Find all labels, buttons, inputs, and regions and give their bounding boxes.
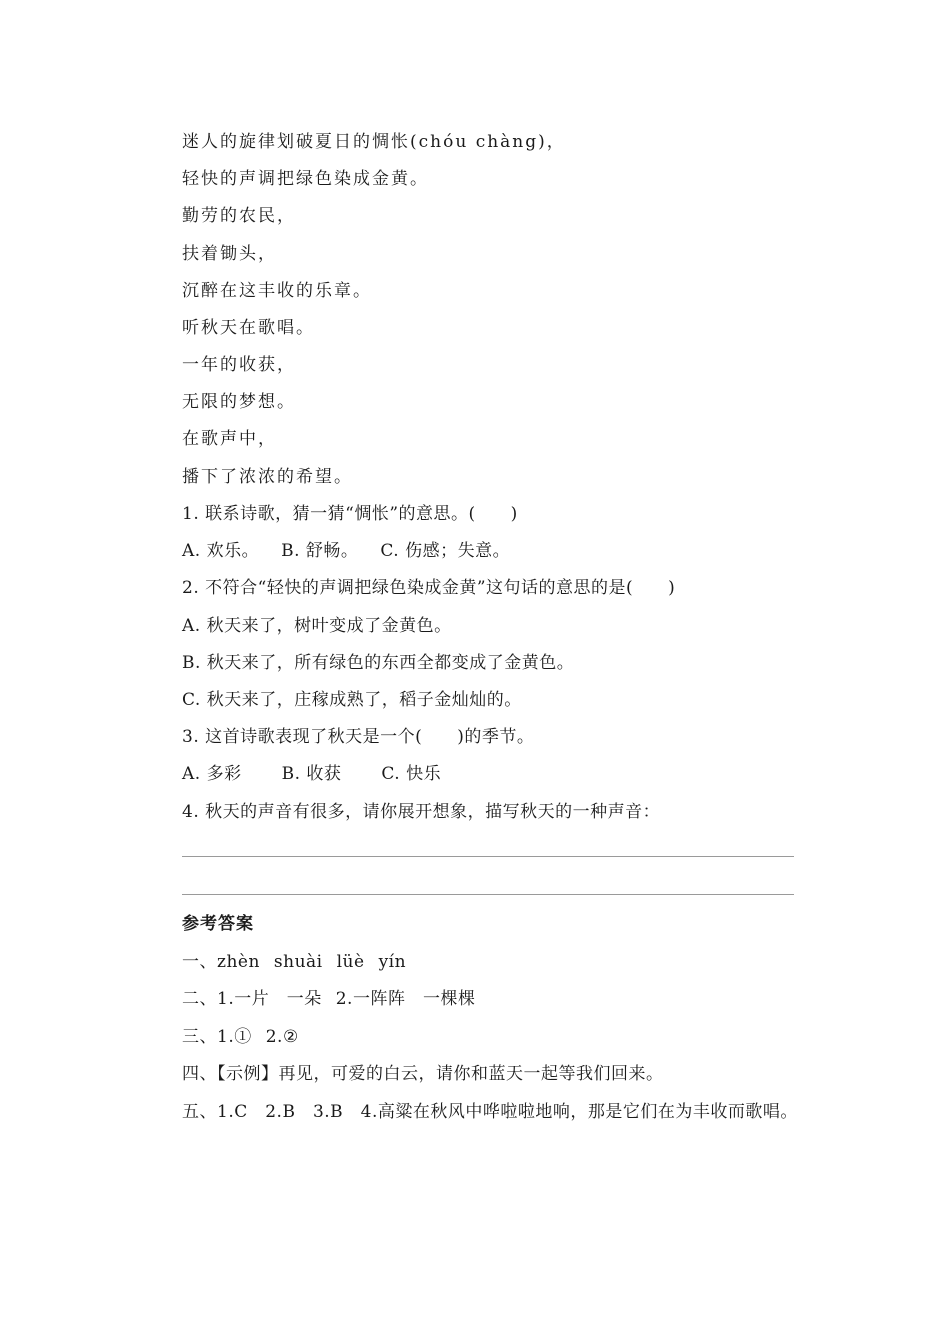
answer-line-2	[182, 894, 794, 895]
question-1-option-a: A. 欢乐。	[182, 541, 260, 561]
poem-line-3: 勤劳的农民，	[182, 206, 296, 226]
answer-line-1	[182, 856, 794, 857]
answer-1-pinyin-1: zhèn	[217, 952, 260, 972]
question-2-option-c: C. 秋天来了，庄稼成熟了，稻子金灿灿的。	[182, 690, 522, 710]
question-2-option-a: A. 秋天来了，树叶变成了金黄色。	[182, 616, 452, 636]
question-3-option-c: C. 快乐	[381, 764, 442, 784]
answer-3-part-2: 2.②	[265, 1027, 299, 1047]
question-2-option-b: B. 秋天来了，所有绿色的东西全都变成了金黄色。	[182, 653, 575, 673]
answer-2-part-1: 1.一片 一朵	[217, 989, 322, 1009]
poem-line-8: 无限的梦想。	[182, 392, 296, 412]
question-1-stem: 1. 联系诗歌，猜一猜“惆怅”的意思。( )	[182, 504, 518, 524]
question-3-option-a: A. 多彩	[182, 764, 242, 784]
poem-line-1: 迷人的旋律划破夏日的惆怅(chóu chàng)，	[182, 132, 566, 152]
poem-line-10: 播下了浓浓的希望。	[182, 467, 353, 487]
poem-line-6: 听秋天在歌唱。	[182, 318, 315, 338]
poem-line-9: 在歌声中，	[182, 429, 277, 449]
answer-1-pinyin-2: shuài	[273, 952, 323, 972]
question-4-stem: 4. 秋天的声音有很多，请你展开想象，描写秋天的一种声音：	[182, 802, 661, 822]
answer-1-pinyin-4: yín	[378, 952, 407, 972]
answer-4: 四、【示例】再见，可爱的白云，请你和蓝天一起等我们回来。	[182, 1064, 664, 1084]
answer-2-part-2: 2.一阵阵 一棵棵	[335, 989, 476, 1009]
question-3-option-b: B. 收获	[281, 764, 342, 784]
question-2-stem: 2. 不符合“轻快的声调把绿色染成金黄”这句话的意思的是( )	[182, 578, 676, 598]
answer-1	[182, 951, 406, 973]
answer-3	[182, 1026, 299, 1048]
poem-line-2: 轻快的声调把绿色染成金黄。	[182, 169, 429, 189]
answer-2	[182, 988, 475, 1010]
poem-line-7: 一年的收获，	[182, 355, 296, 375]
question-3-options	[182, 763, 441, 785]
poem-line-4: 扶着锄头，	[182, 244, 277, 264]
answer-2-prefix: 二、	[182, 989, 217, 1009]
poem-line-5: 沉醉在这丰收的乐章。	[182, 281, 372, 301]
question-1-options	[182, 540, 510, 562]
question-1-option-b: B. 舒畅。	[281, 541, 359, 561]
question-3-stem: 3. 这首诗歌表现了秋天是一个( )的季节。	[182, 727, 535, 747]
answer-5: 五、1.C 2.B 3.B 4.高粱在秋风中哗啦啦地响，那是它们在为丰收而歌唱。	[182, 1102, 798, 1122]
answer-1-pinyin-3: lüè	[336, 952, 365, 972]
answer-3-part-1: 1.①	[217, 1027, 252, 1047]
answers-title: 参考答案	[182, 914, 254, 934]
question-1-option-c: C. 伤感；失意。	[380, 541, 511, 561]
answer-3-prefix: 三、	[182, 1027, 217, 1047]
answer-1-prefix: 一、	[182, 952, 217, 972]
